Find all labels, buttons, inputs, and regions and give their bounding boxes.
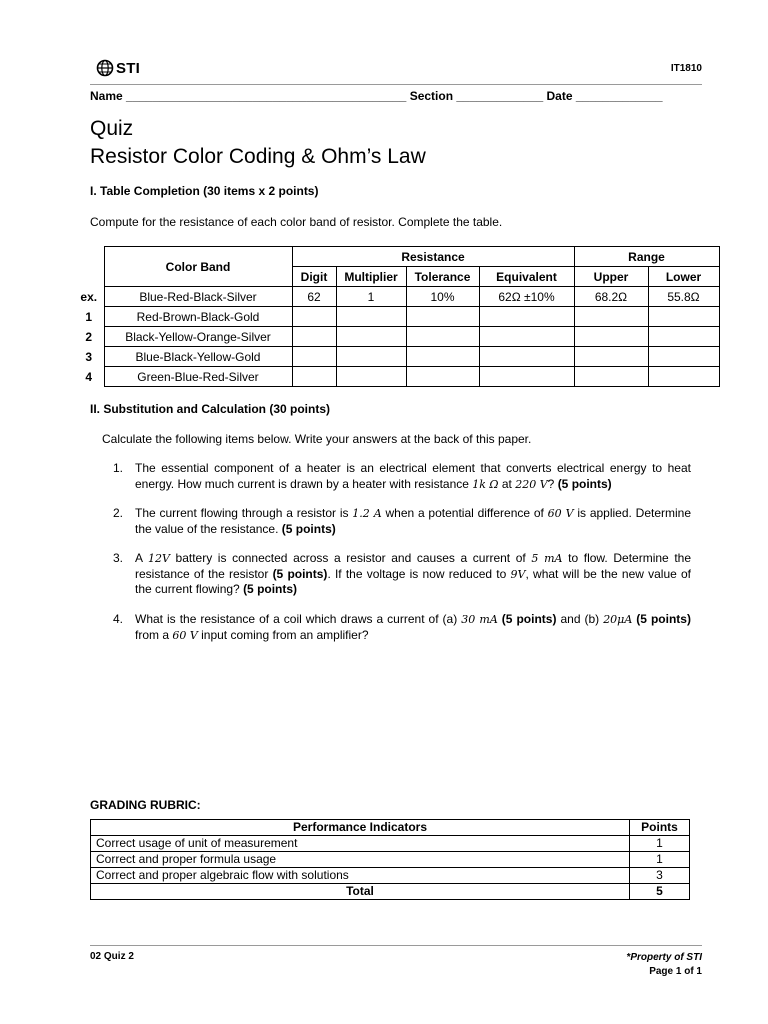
property-notice: *Property of STI [626,952,702,963]
table-row [76,327,719,347]
points-cell: 3 [630,868,690,884]
cell-tolerance [406,307,479,327]
question-number: 3. [113,551,124,565]
cell-color-band: Black-Yellow-Orange-Silver [104,327,292,347]
cell-tolerance: 10% [406,287,479,307]
table-row [91,836,690,852]
cell-lower [648,367,719,387]
globe-icon [96,59,114,77]
cell-lower: 55.8Ω [648,287,719,307]
header-multiplier: Multiplier [336,267,406,287]
cell-tolerance [406,327,479,347]
date-blank: _____________ [575,89,663,103]
row-label: 1 [85,309,93,324]
page-subtitle: Resistor Color Coding & Ohm’s Law [90,145,426,168]
row-label: 4 [85,369,93,384]
cell-upper [574,347,648,367]
cell-lower [648,327,719,347]
question-number: 1. [113,461,124,475]
question-number: 2. [113,506,124,520]
cell-digit [292,327,336,347]
page-title: Quiz [90,117,134,140]
header-tolerance: Tolerance [406,267,479,287]
header-lower: Lower [648,267,719,287]
cell-color-band: Blue-Red-Black-Silver [104,287,292,307]
cell-digit [292,367,336,387]
question-text: A 12V battery is connected across a resistor and causes a current of 5 mA to flow. Determine the resistance of the resistor (5 points). If the voltage is now reduced to 9V, what will be the new value of the current flowing? (5 points) [135,551,692,596]
table-row [76,307,719,327]
page-header [90,58,702,86]
cell-digit [292,307,336,327]
header-resistance: Resistance [292,247,574,267]
student-info-line [90,89,702,103]
part2-instruction: Calculate the following items below. Write your answers at the back of this paper. [102,432,532,446]
cell-color-band: Blue-Black-Yellow-Gold [104,347,292,367]
cell-upper [574,327,648,347]
table-row [76,367,719,387]
indicator-cell: Correct and proper algebraic flow with solutions [91,868,630,884]
cell-color-band: Green-Blue-Red-Silver [104,367,292,387]
cell-tolerance [406,367,479,387]
question-text: The essential component of a heater is an electrical element that converts electrical energy to heat energy. How much current is drawn by a heater with resistance 1k Ω at 220 V? (5 points) [135,461,691,491]
cell-upper [574,307,648,327]
question-2 [113,506,692,540]
footer-right [626,951,702,979]
part1-instruction: Compute for the resistance of each color band of resistor. Complete the table. [90,215,503,229]
table-row [76,347,719,367]
header-digit: Digit [292,267,336,287]
cell-upper [574,367,648,387]
cell-lower [648,347,719,367]
section-blank: _____________ [456,89,544,103]
cell-equivalent [479,347,574,367]
section-label: Section [409,89,454,103]
indicator-cell: Correct usage of unit of measurement [91,836,630,852]
cell-multiplier [336,307,406,327]
question-number: 4. [113,612,124,626]
logo-text: STI [116,59,140,77]
cell-tolerance [406,347,479,367]
table-row [76,287,719,307]
question-1 [113,461,691,495]
footer-divider [90,945,702,946]
table-row [91,852,690,868]
rubric-heading: GRADING RUBRIC: [90,798,201,812]
total-label: Total [91,884,630,900]
name-label: Name [90,89,123,103]
footer-doc-name: 02 Quiz 2 [90,951,134,962]
header-performance-indicators: Performance Indicators [91,820,630,836]
part1-heading: I. Table Completion (30 items x 2 points) [90,184,319,198]
name-blank: __________________________________________ [126,89,407,103]
total-points: 5 [630,884,690,900]
question-4 [113,612,691,646]
sti-logo [96,58,140,78]
row-label: ex. [80,289,98,304]
cell-multiplier: 1 [336,287,406,307]
color-band-table [76,246,720,387]
table-row [91,868,690,884]
document-code: IT1810 [670,63,702,74]
part2-heading: II. Substitution and Calculation (30 points) [90,402,330,416]
cell-multiplier [336,347,406,367]
points-cell: 1 [630,852,690,868]
header-range: Range [574,247,719,267]
cell-equivalent [479,327,574,347]
cell-upper: 68.2Ω [574,287,648,307]
row-label: 2 [85,329,93,344]
page-number: Page 1 of 1 [649,966,702,977]
question-text: The current flowing through a resistor is 1.2 A when a potential difference of 60 V is applied. Determine the value of the resistance. (5 points) [135,506,692,536]
header-divider [90,84,702,85]
cell-lower [648,307,719,327]
cell-equivalent: 62Ω ±10% [479,287,574,307]
header-points: Points [630,820,690,836]
row-label: 3 [85,349,93,364]
cell-color-band: Red-Brown-Black-Gold [104,307,292,327]
header-upper: Upper [574,267,648,287]
header-color-band: Color Band [104,247,292,287]
question-3 [113,551,692,601]
question-text: What is the resistance of a coil which draws a current of (a) 30 mA (5 points) and (b) 20μA (5 points) from a 60 V input coming from an amplifier? [135,612,691,642]
date-label: Date [546,89,573,103]
cell-digit [292,347,336,367]
cell-multiplier [336,367,406,387]
indicator-cell: Correct and proper formula usage [91,852,630,868]
cell-equivalent [479,307,574,327]
cell-multiplier [336,327,406,347]
points-cell: 1 [630,836,690,852]
cell-digit: 62 [292,287,336,307]
grading-rubric-table [90,819,690,900]
cell-equivalent [479,367,574,387]
table-row [91,884,690,900]
header-equivalent: Equivalent [479,267,574,287]
